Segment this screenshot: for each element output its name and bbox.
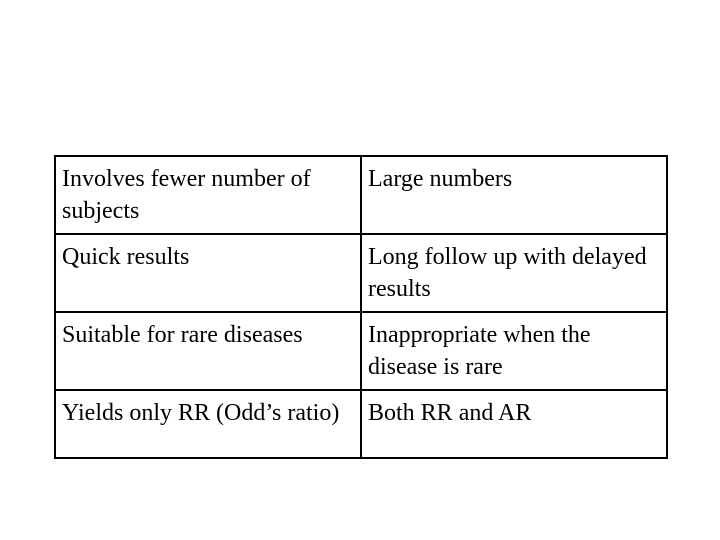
table-row: [55, 312, 667, 390]
table-cell-left: Quick results: [55, 234, 361, 312]
table-cell-left: Yields only RR (Odd’s ratio): [55, 390, 361, 458]
table-cell-right: Long follow up with delayed results: [361, 234, 667, 312]
table-cell-right: Inappropriate when the disease is rare: [361, 312, 667, 390]
table-cell-left: Involves fewer number of subjects: [55, 156, 361, 234]
table-cell-right: Large numbers: [361, 156, 667, 234]
table-row: [55, 156, 667, 234]
comparison-table: [54, 155, 668, 459]
table-cell-right: Both RR and AR: [361, 390, 667, 458]
table-row: [55, 390, 667, 458]
table-cell-left: Suitable for rare diseases: [55, 312, 361, 390]
table-row: [55, 234, 667, 312]
